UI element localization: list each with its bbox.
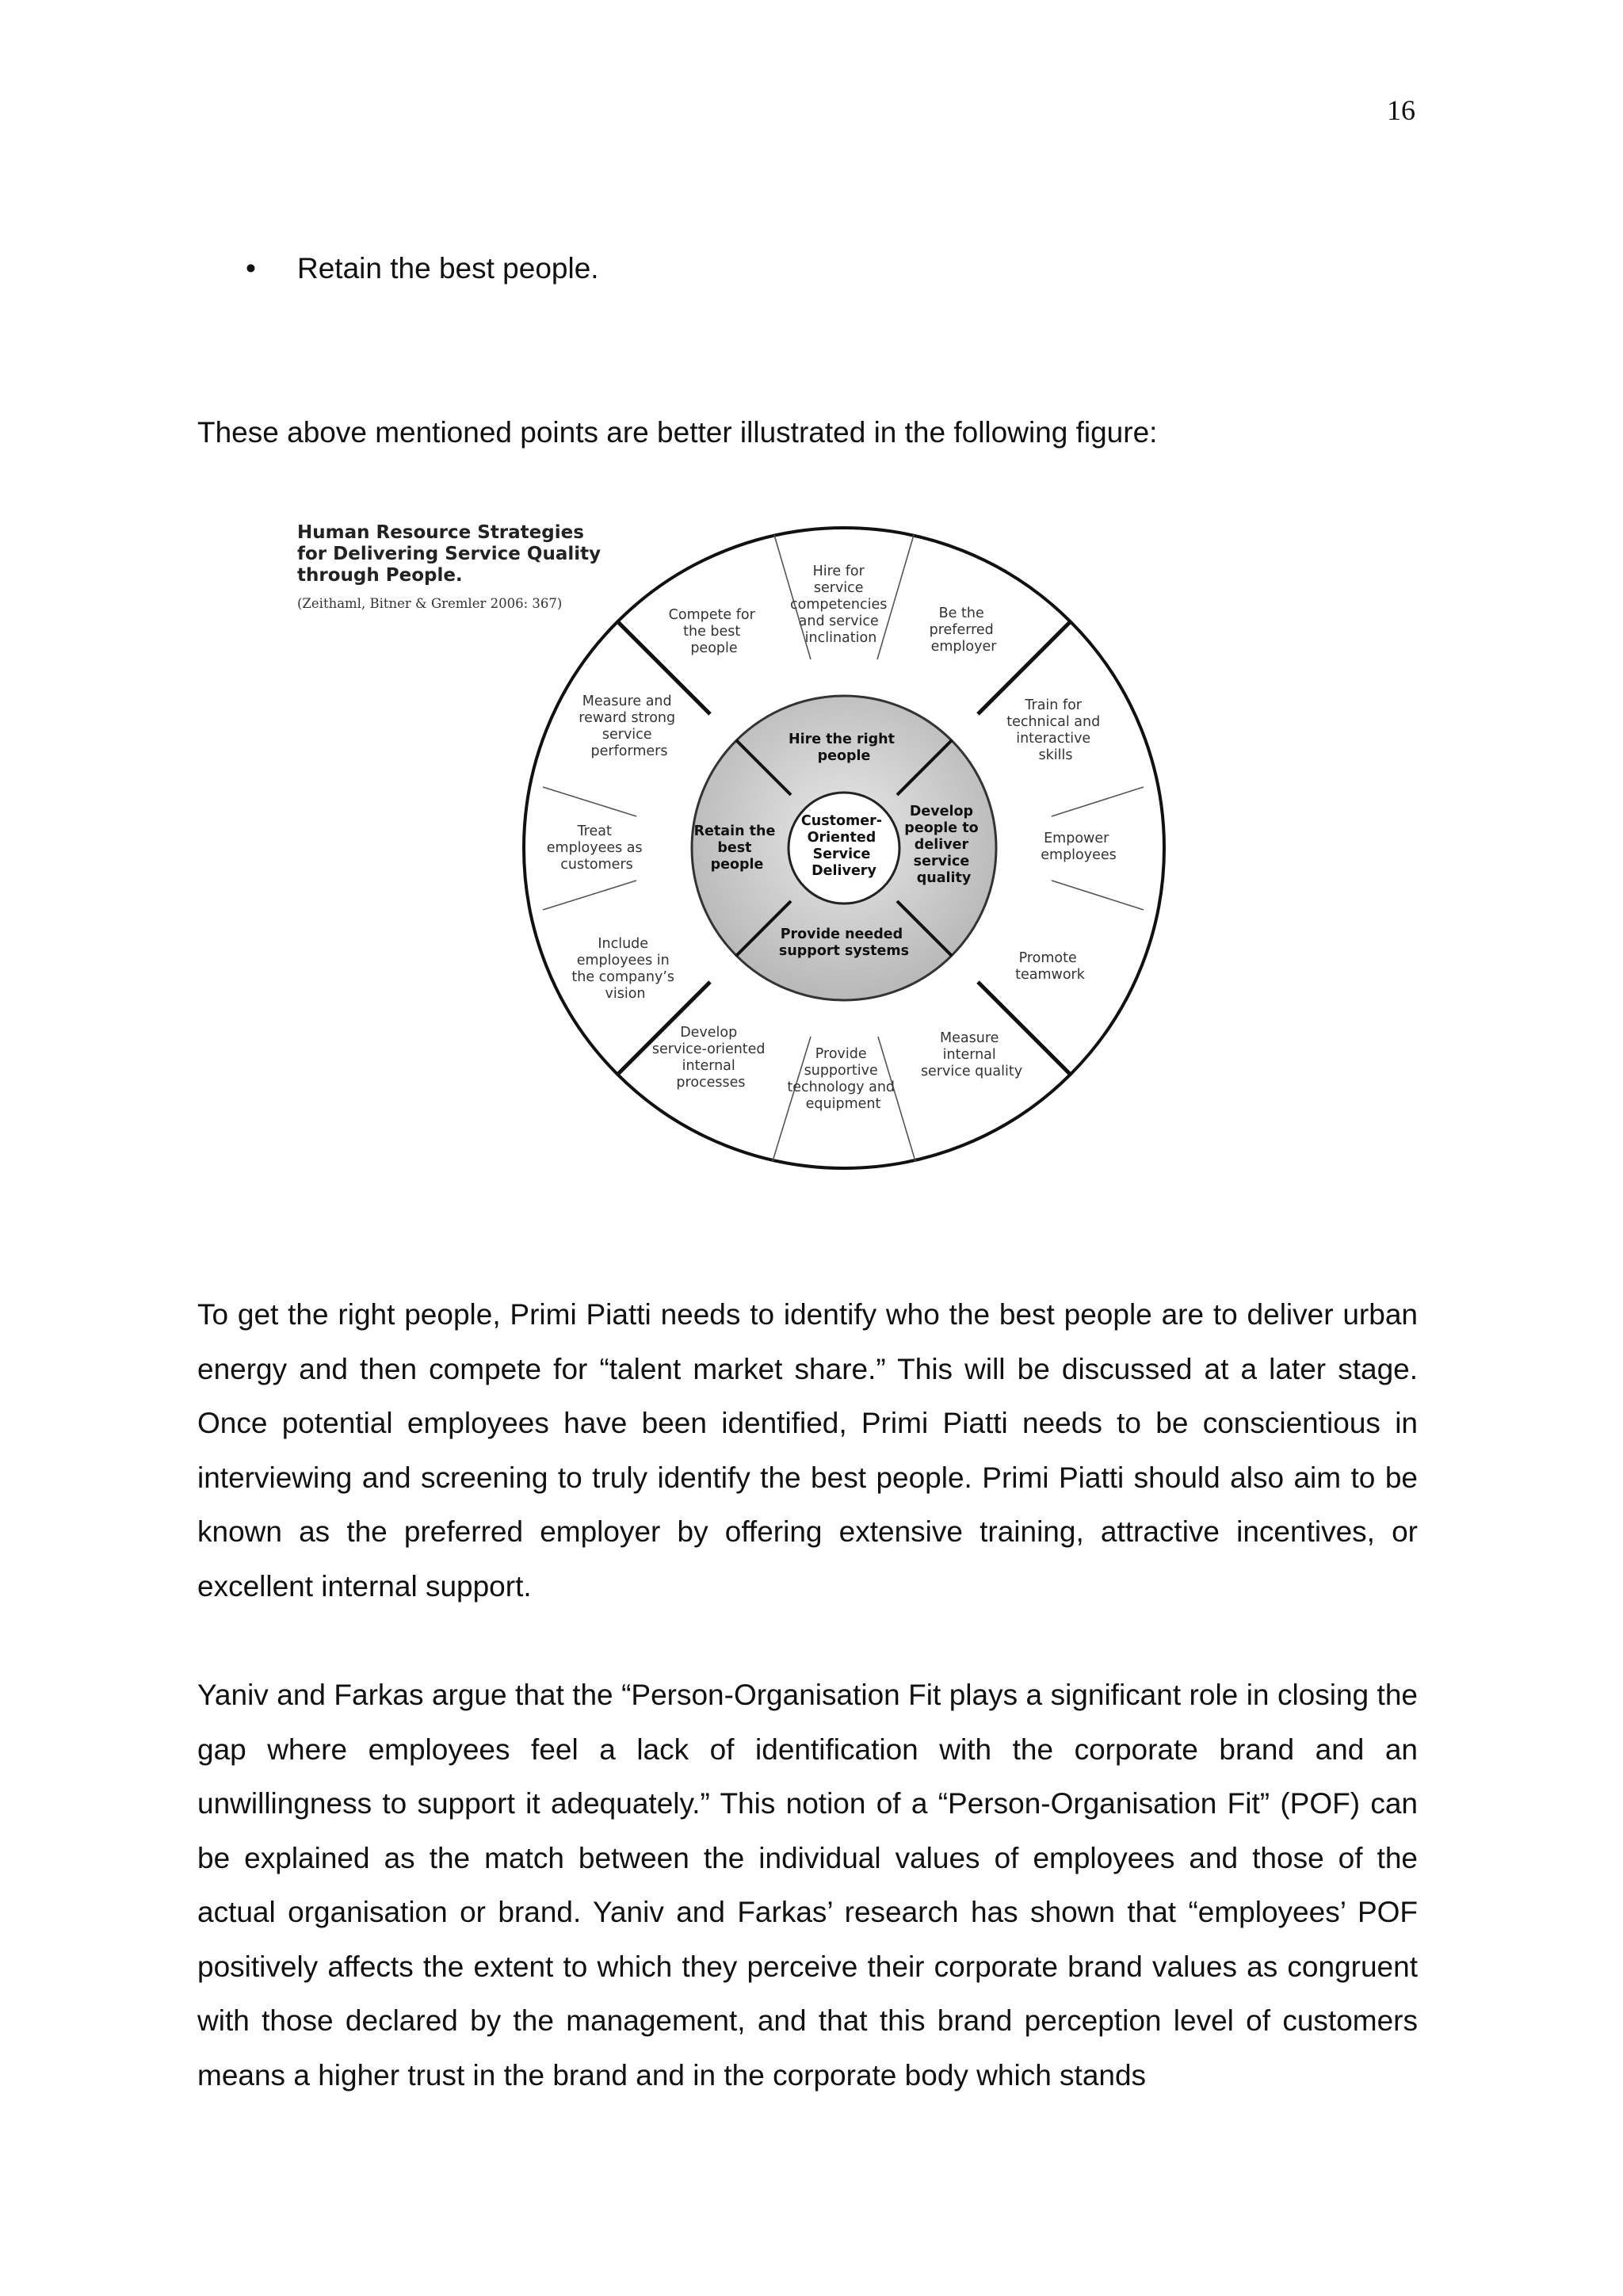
segment-line: service quality (920, 1064, 1023, 1079)
segment-line: service (601, 727, 652, 743)
body-paragraph: To get the right people, Primi Piatti needs to identify who the best people are to deliver urban energy and then compete for “talent market share.” This will be discussed at a later stage. Once potential employees have been identified, Primi Piatti needs to be conscientious in interviewing and screening to truly identify the best people. Primi Piatti should also aim to be known as the preferred employer by offering extensive training, attractive incentives, or excellent internal support. (197, 1298, 1418, 1603)
bullet-item (246, 252, 599, 285)
segment-line: technology and (787, 1079, 896, 1095)
segment-line: equipment (805, 1096, 881, 1112)
segment-line: Develop (680, 1025, 738, 1041)
segment-line: vision (605, 986, 646, 1002)
figure-title-line-3: through People. (297, 565, 463, 586)
segment-line: Measure and (582, 693, 672, 709)
segment-line: people (690, 640, 738, 656)
segment-line: Compete for (668, 607, 755, 623)
segment-line: performers (590, 743, 668, 759)
figure-title-line-1: Human Resource Strategies (297, 522, 584, 543)
segment-line: employees (1041, 847, 1117, 863)
inner-label-support-systems (779, 926, 909, 959)
segment-line: Measure (940, 1030, 999, 1046)
center-line: Customer- (800, 813, 883, 829)
body-paragraph: Yaniv and Farkas argue that the “Person-Organisation Fit plays a significant role in closing the gap where employees feel a lack of identification with the corporate brand and an unwillingness to support it adequately.” This notion of a “Person-Organisation Fit” (POF) can be explained as the match between the individual values of employees and those of the actual organisation or brand. Yaniv and Farkas’ research has shown that “employees’ POF positively affects the extent to which they perceive their corporate brand values as congruent with those declared by the management, and that this brand perception level of customers means a higher trust in the brand and in the corporate body which stands (197, 1679, 1418, 2092)
segment-line: customers (560, 857, 633, 873)
segment-line: teamwork (1015, 967, 1085, 983)
inner-line: Develop (909, 804, 974, 819)
segment-line: processes (676, 1075, 746, 1091)
segment-line: internal (942, 1047, 996, 1063)
segment-line: Empower (1044, 831, 1109, 846)
segment-line: the best (683, 624, 741, 640)
segment-line: inclination (804, 630, 877, 646)
segment-preferred-employer (930, 606, 999, 655)
segment-line: Train for (1025, 697, 1083, 713)
inner-line: people (710, 857, 764, 873)
center-line: Delivery (812, 863, 876, 879)
intro-sentence: These above mentioned points are better illustrated in the following figure: (197, 416, 1158, 449)
segment-line: the company’s (571, 969, 675, 985)
inner-line: deliver (914, 837, 969, 853)
segment-line: Be the (938, 606, 984, 621)
segment-line: and service (798, 613, 879, 629)
segment-line: employees as (546, 840, 643, 856)
segment-line: supportive (804, 1063, 878, 1079)
center-line: Oriented (807, 830, 876, 846)
segment-line: Provide (815, 1046, 867, 1062)
segment-line: skills (1038, 747, 1073, 763)
segment-line: competencies (790, 597, 888, 613)
segment-line: interactive (1016, 731, 1091, 747)
segment-line: internal (682, 1058, 735, 1074)
segment-line: employees in (576, 953, 670, 968)
inner-line: quality (916, 870, 972, 886)
center-label (801, 813, 887, 879)
inner-line: support systems (778, 943, 910, 959)
segment-empower-employees (1041, 831, 1117, 863)
segment-line: Treat (577, 823, 612, 839)
segment-line: Promote (1018, 950, 1077, 966)
segment-line: employer (930, 639, 997, 655)
figure-title-line-2: for Delivering Service Quality (297, 544, 601, 564)
segment-line: Hire for (812, 563, 865, 579)
center-line: Service (812, 846, 871, 862)
segment-line: preferred (929, 622, 994, 638)
inner-line: people to (904, 820, 979, 836)
inner-line: Provide needed (780, 926, 903, 942)
inner-line: best (717, 840, 752, 856)
figure-citation: (Zeithaml, Bitner & Gremler 2006: 367) (297, 596, 563, 611)
bullet-text: Retain the best people. (297, 252, 599, 285)
inner-line: people (817, 748, 871, 764)
hr-strategies-figure (285, 507, 1197, 1173)
segment-line: service-oriented (651, 1041, 766, 1057)
segment-line: Include (598, 936, 649, 952)
segment-line: technical and (1006, 714, 1101, 730)
segment-line: reward strong (579, 710, 676, 726)
segment-promote-teamwork (1015, 950, 1086, 983)
inner-line: service (913, 854, 970, 869)
bullet-symbol: • (246, 252, 256, 285)
inner-line: Hire the right (788, 732, 895, 747)
page-number: 16 (1387, 94, 1415, 126)
inner-line: Retain the (693, 823, 776, 839)
segment-line: service (813, 580, 864, 596)
